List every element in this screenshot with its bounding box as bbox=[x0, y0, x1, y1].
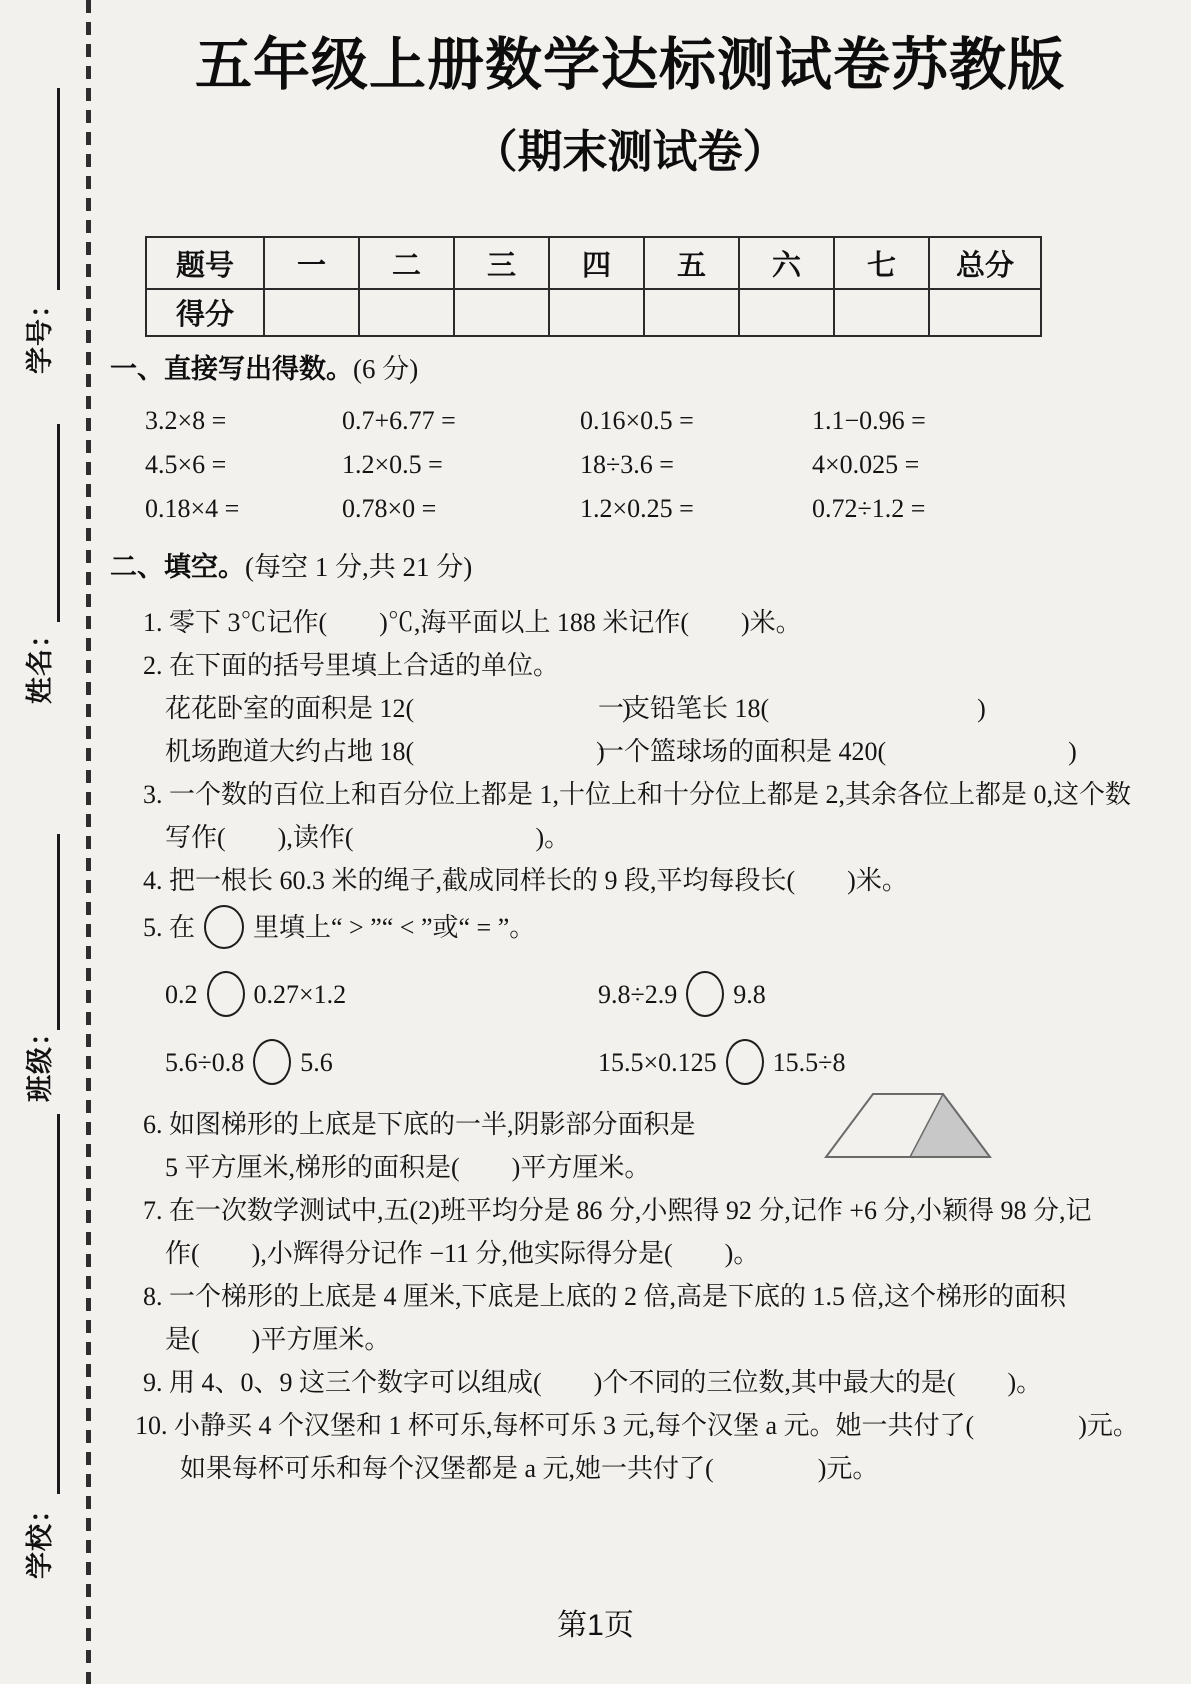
compare-right: 15.5÷8 bbox=[772, 1048, 846, 1078]
section-one-points: (6 分) bbox=[353, 354, 419, 384]
score-header-cell: 六 bbox=[739, 237, 834, 289]
question-10-line-2: 如果每杯可乐和每个汉堡都是 a 元,她一共付了( )元。 bbox=[180, 1454, 879, 1484]
compare-item bbox=[165, 1037, 598, 1091]
calc-problem: 4.5×6 = bbox=[145, 450, 227, 479]
question-10-line-1: 10. 小静买 4 个汉堡和 1 杯可乐,每杯可乐 3 元,每个汉堡 a 元。她一共付了( )元。 bbox=[135, 1411, 1139, 1441]
question-6-line-1: 6. 如图梯形的上底是下底的一半,阴影部分面积是 bbox=[143, 1110, 696, 1140]
question-2-item: 一个篮球场的面积是 420( ) bbox=[598, 737, 1077, 766]
seal-dashed-line bbox=[86, 0, 91, 1684]
calc-problem: 3.2×8 = bbox=[145, 406, 227, 435]
calc-problem: 0.18×4 = bbox=[145, 494, 240, 523]
page-number: 第1页 bbox=[557, 1609, 634, 1642]
score-header-cell: 四 bbox=[549, 237, 644, 289]
question-9: 9. 用 4、0、9 这三个数字可以组成( )个不同的三位数,其中最大的是( )。 bbox=[143, 1368, 1043, 1398]
calc-problem: 1.1−0.96 = bbox=[812, 406, 926, 435]
score-empty-cell bbox=[359, 289, 454, 336]
calc-problem: 1.2×0.25 = bbox=[580, 494, 694, 523]
calc-problem: 1.2×0.5 = bbox=[342, 450, 443, 479]
score-header-cell: 题号 bbox=[146, 237, 264, 289]
compare-item bbox=[598, 1037, 1155, 1091]
question-4: 4. 把一根长 60.3 米的绳子,截成同样长的 9 段,平均每段长( )米。 bbox=[143, 866, 908, 895]
calc-problem: 0.72÷1.2 = bbox=[812, 494, 926, 523]
question-2-item: 一支铅笔长 18( ) bbox=[598, 694, 986, 723]
section-two-title: 二、填空。 bbox=[110, 552, 245, 582]
score-empty-cell bbox=[454, 289, 549, 336]
score-table-header-row bbox=[146, 237, 1041, 289]
question-8-line-1: 8. 一个梯形的上底是 4 厘米,下底是上底的 2 倍,高是下底的 1.5 倍,这个梯形的面积 bbox=[143, 1282, 1067, 1312]
section-two-points: (每空 1 分,共 21 分) bbox=[245, 552, 473, 582]
score-empty-cell bbox=[739, 289, 834, 336]
score-empty-cell bbox=[644, 289, 739, 336]
score-header-cell: 七 bbox=[834, 237, 929, 289]
compare-circle-icon bbox=[204, 905, 244, 949]
score-header-cell: 五 bbox=[644, 237, 739, 289]
compare-item bbox=[598, 969, 1155, 1023]
section-two-heading bbox=[110, 547, 1155, 587]
question-5-stem bbox=[143, 902, 1155, 955]
trapezoid-figure bbox=[820, 1091, 995, 1161]
score-empty-cell bbox=[929, 289, 1041, 336]
student-id-label: 学号： bbox=[25, 290, 55, 374]
question-7-line-2: 作( ),小辉得分记作 −11 分,他实际得分是( )。 bbox=[165, 1239, 760, 1269]
question-2-row-2 bbox=[165, 730, 1155, 773]
score-empty-cell bbox=[549, 289, 644, 336]
class-label: 班级： bbox=[25, 1018, 55, 1102]
compare-circle-icon bbox=[207, 971, 245, 1017]
score-header-cell: 二 bbox=[359, 237, 454, 289]
score-empty-cell bbox=[264, 289, 359, 336]
question-2-stem: 2. 在下面的括号里填上合适的单位。 bbox=[143, 651, 560, 680]
compare-right: 9.8 bbox=[733, 980, 766, 1010]
class-write-line bbox=[57, 834, 60, 1030]
question-1: 1. 零下 3℃记作( )℃,海平面以上 188 米记作( )米。 bbox=[143, 608, 802, 637]
compare-left: 9.8÷2.9 bbox=[598, 980, 678, 1010]
oral-calculation-grid bbox=[105, 399, 1155, 531]
name-write-line bbox=[57, 424, 60, 622]
compare-left: 0.2 bbox=[165, 980, 198, 1010]
question-2-row-1 bbox=[165, 687, 1155, 730]
compare-right: 5.6 bbox=[300, 1048, 333, 1078]
compare-circle-icon bbox=[726, 1039, 764, 1085]
compare-item bbox=[165, 969, 598, 1023]
question-6-block bbox=[105, 1103, 1155, 1189]
question-3-line-2: 写作( ),读作( )。 bbox=[165, 823, 571, 852]
name-label: 姓名： bbox=[25, 620, 55, 704]
page-subtitle: （期末测试卷） bbox=[472, 126, 788, 177]
compare-circle-icon bbox=[686, 971, 724, 1017]
question-2-item: 花花卧室的面积是 12( ) bbox=[165, 694, 631, 723]
question-5-prefix: 5. 在 bbox=[143, 913, 196, 942]
compare-circle-icon bbox=[253, 1039, 291, 1085]
question-8-line-2: 是( )平方厘米。 bbox=[165, 1325, 391, 1355]
section-one-heading bbox=[110, 349, 1155, 389]
question-5-suffix: 里填上“ > ”“ < ”或“ = ”。 bbox=[253, 913, 536, 942]
section-one-title: 一、直接写出得数。 bbox=[110, 354, 353, 384]
school-write-line bbox=[57, 1114, 60, 1494]
question-5-compare-row-1 bbox=[165, 969, 1155, 1023]
calc-problem: 0.7+6.77 = bbox=[342, 406, 456, 435]
calc-problem: 0.78×0 = bbox=[342, 494, 437, 523]
calc-problem: 0.16×0.5 = bbox=[580, 406, 694, 435]
score-table bbox=[145, 236, 1042, 337]
question-7-line-1: 7. 在一次数学测试中,五(2)班平均分是 86 分,小熙得 92 分,记作 +6 分,小颖得 98 分,记 bbox=[143, 1196, 1092, 1226]
score-header-cell: 三 bbox=[454, 237, 549, 289]
question-3-line-1: 3. 一个数的百位上和百分位上都是 1,十位上和十分位上都是 2,其余各位上都是 0,这个数 bbox=[143, 780, 1132, 809]
calc-problem: 4×0.025 = bbox=[812, 450, 920, 479]
score-header-cell: 一 bbox=[264, 237, 359, 289]
compare-left: 15.5×0.125 bbox=[598, 1048, 717, 1078]
calc-problem: 18÷3.6 = bbox=[580, 450, 674, 479]
student-id-write-line bbox=[57, 88, 60, 290]
score-table-score-row bbox=[146, 289, 1041, 336]
question-5-compare-row-2 bbox=[165, 1037, 1155, 1091]
paper-content bbox=[105, 0, 1155, 1490]
compare-left: 5.6÷0.8 bbox=[165, 1048, 245, 1078]
page-title: 五年级上册数学达标测试卷苏教版 bbox=[195, 33, 1065, 97]
score-empty-cell bbox=[834, 289, 929, 336]
score-row-label: 得分 bbox=[146, 289, 264, 336]
question-2-item: 机场跑道大约占地 18( ) bbox=[165, 737, 605, 766]
score-header-cell: 总分 bbox=[929, 237, 1041, 289]
compare-right: 0.27×1.2 bbox=[253, 980, 347, 1010]
question-6-line-2: 5 平方厘米,梯形的面积是( )平方厘米。 bbox=[165, 1153, 651, 1183]
school-label: 学校： bbox=[25, 1495, 55, 1579]
